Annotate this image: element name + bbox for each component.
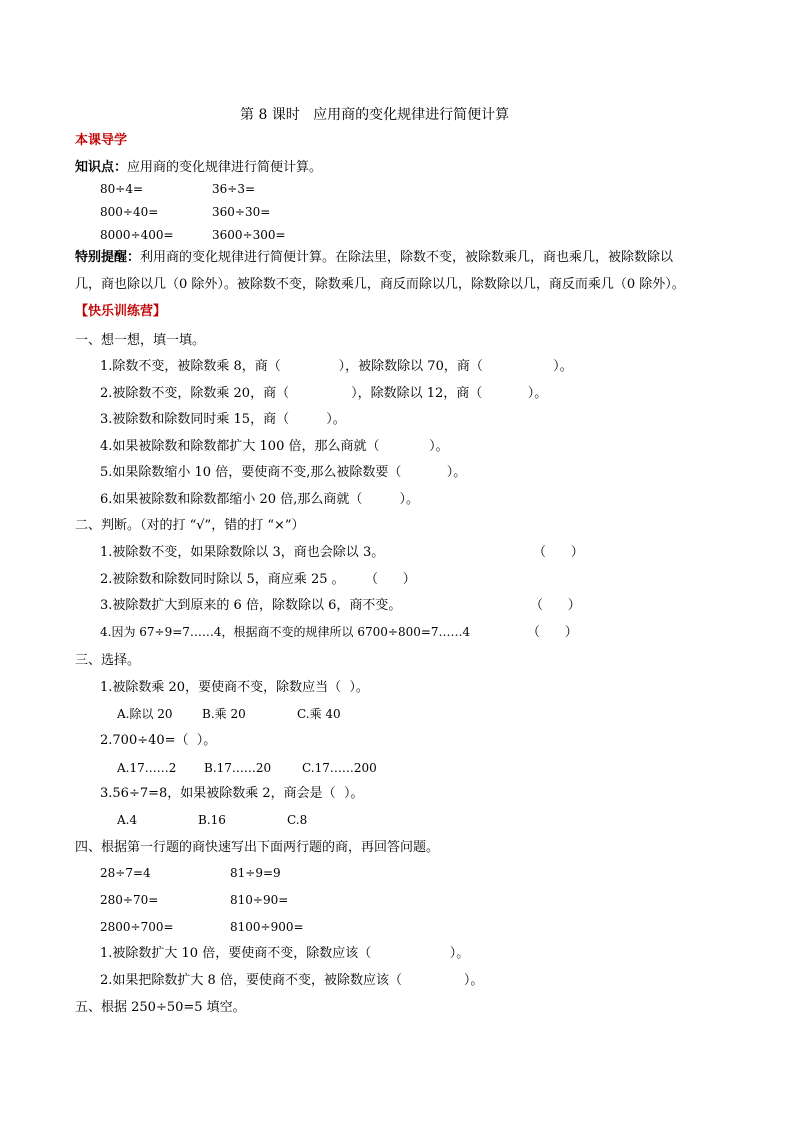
- reminder-line-1: [75, 250, 673, 266]
- part3-option: C.17……200: [302, 761, 377, 775]
- knowledge-calc: 8000÷400=: [100, 228, 174, 242]
- knowledge-line: [75, 160, 322, 176]
- part2-item: 1.被除数不变，如果除数除以 3，商也会除以 3。: [100, 545, 385, 560]
- knowledge-calc: 80÷4=: [100, 182, 144, 196]
- part3-option: B.乘 20: [202, 707, 246, 721]
- part4-item: 2.如果把除数扩大 8 倍，要使商不变，被除数应该（ ）。: [100, 973, 484, 988]
- part3-option: B.17……20: [204, 761, 272, 775]
- part1-heading: 一、想一想，填一填。: [75, 333, 206, 348]
- part4-calc: 28÷7=4: [100, 866, 151, 880]
- part2-answer-mark: （ ）: [530, 598, 581, 613]
- part3-option: B.16: [198, 813, 226, 827]
- part4-calc: 81÷9=9: [230, 866, 281, 880]
- reminder-text: 利用商的变化规律进行简便计算。在除法里，除数不变，被除数乘几，商也乘几，被除数除以: [140, 250, 674, 265]
- reminder-line-2: 几，商也除以几（0 除外）。被除数不变，除数乘几，商反而除以几，除数除以几，商反而乘几（0 除外）。: [75, 277, 685, 292]
- part2-item: 4.因为 67÷9=7……4，根据商不变的规律所以 6700÷800=7……4: [100, 625, 471, 639]
- part1-item: 2.被除数不变，除数乘 20，商（ ），除数除以 12，商（ ）。: [100, 386, 548, 401]
- part1-item: 6.如果被除数和除数都缩小 20 倍,那么商就（ ）。: [100, 492, 420, 507]
- part5-heading: 五、根据 250÷50=5 填空。: [75, 1000, 246, 1015]
- part1-item: 4.如果被除数和除数都扩大 100 倍，那么商就（ ）。: [100, 439, 449, 454]
- part2-item: 2.被除数和除数同时除以 5，商应乘 25 。: [100, 572, 345, 587]
- part3-option: A.除以 20: [117, 707, 173, 721]
- part2-answer-mark: （ ）: [533, 545, 584, 560]
- part3-option: C.8: [287, 813, 308, 827]
- knowledge-calc: 800÷40=: [100, 205, 159, 219]
- part4-calc: 280÷70=: [100, 893, 159, 907]
- part3-heading: 三、选择。: [75, 653, 141, 668]
- reminder-label: 特别提醒：: [75, 250, 141, 265]
- knowledge-calc: 360÷30=: [212, 205, 271, 219]
- knowledge-calc: 3600÷300=: [212, 228, 286, 242]
- knowledge-text: 应用商的变化规律进行简便计算。: [127, 160, 323, 175]
- part4-calc: 810÷90=: [230, 893, 289, 907]
- part1-item: 1.除数不变，被除数乘 8，商（ ），被除数除以 70，商（ ）。: [100, 359, 573, 374]
- page-title: 第 8 课时 应用商的变化规律进行简便计算: [240, 107, 510, 123]
- part2-item: 3.被除数扩大到原来的 6 倍，除数除以 6，商不变。: [100, 598, 402, 613]
- part2-heading: 二、判断。（对的打 “√”，错的打 “×”）: [75, 518, 305, 533]
- part1-item: 3.被除数和除数同时乘 15，商（ ）。: [100, 412, 346, 427]
- part3-question: 3.56÷7=8，如果被除数乘 2，商会是（ ）。: [100, 786, 364, 801]
- part4-calc: 2800÷700=: [100, 920, 174, 934]
- part3-option: C.乘 40: [297, 707, 341, 721]
- part4-calc: 8100÷900=: [230, 920, 304, 934]
- knowledge-calc: 36÷3=: [212, 182, 256, 196]
- part3-option: A.17……2: [117, 761, 177, 775]
- part4-item: 1.被除数扩大 10 倍，要使商不变，除数应该（ ）。: [100, 946, 470, 961]
- part2-answer-mark: （ ）: [527, 625, 578, 640]
- section-guide-heading: 本课导学: [75, 133, 128, 148]
- part4-heading: 四、根据第一行题的商快速写出下面两行题的商，再回答问题。: [75, 840, 440, 855]
- section-practice-heading: 【快乐训练营】: [75, 304, 167, 319]
- part3-option: A.4: [117, 813, 138, 827]
- part2-answer-mark: （ ）: [365, 572, 416, 587]
- part3-question: 1.被除数乘 20，要使商不变，除数应当（ ）。: [100, 680, 369, 695]
- knowledge-label: 知识点：: [75, 160, 128, 175]
- part1-item: 5.如果除数缩小 10 倍，要使商不变,那么被除数要（ ）。: [100, 465, 467, 480]
- part3-question: 2.700÷40=（ ）。: [100, 733, 217, 748]
